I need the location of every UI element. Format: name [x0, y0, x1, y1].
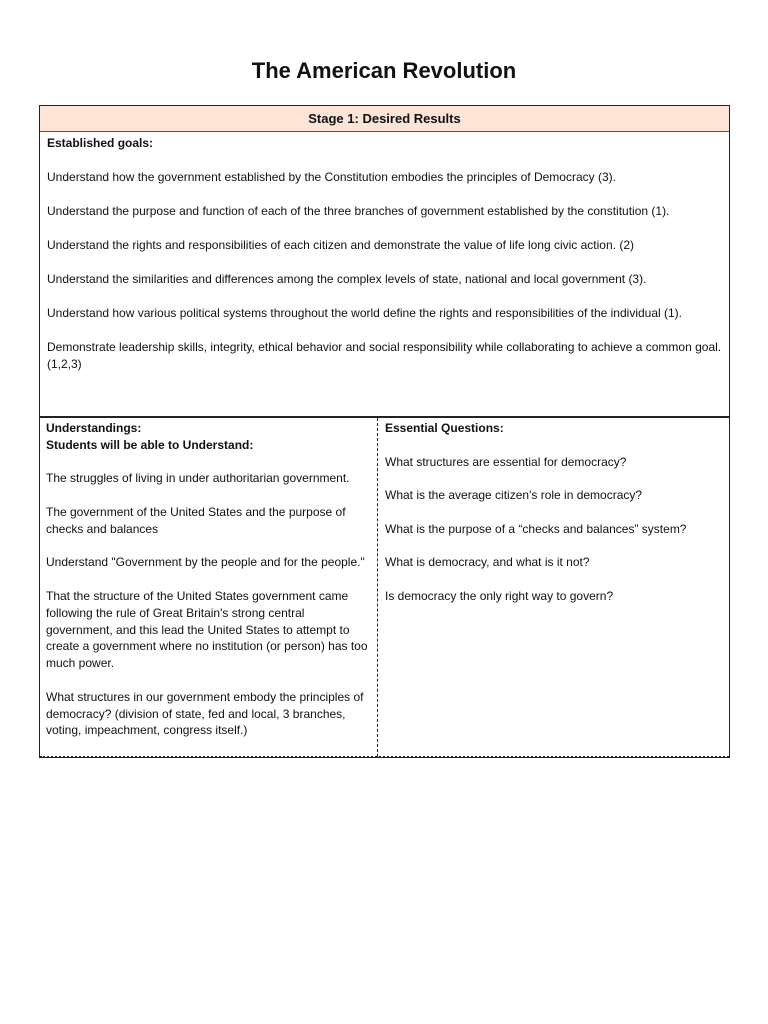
understandings-label: Understandings: [46, 421, 142, 435]
question-item: Is democracy the only right way to govern? [385, 588, 614, 603]
understanding-item: The struggles of living in under authoritarian government. [46, 471, 350, 486]
goal-item: Understand how various political systems throughout the world define the rights and responsibilities of the individual (1). [47, 306, 683, 320]
page-title: The American Revolution [251, 58, 517, 83]
goal-item: Understand the rights and responsibilities of each citizen and demonstrate the value of life long civic action. (2) [47, 238, 634, 252]
understanding-item: That the structure of the United States government came following the rule of Great Britain's strong central government, and this lead the United States to attempt to create a government where no institution (or person) has too much power. [46, 588, 368, 671]
table-bottom-border [40, 756, 729, 758]
understanding-item: Understand "Government by the people and for the people." [46, 555, 365, 570]
understandings-sublabel: Students will be able to Understand: [46, 437, 254, 452]
stage1-table [39, 105, 730, 758]
stage-header: Stage 1: Desired Results [40, 106, 729, 132]
question-item: What is the purpose of a “checks and balances” system? [385, 521, 687, 536]
understanding-item: The government of the United States and the purpose of checks and balances [46, 504, 346, 536]
question-item: What structures are essential for democracy? [385, 454, 627, 469]
goal-item: Understand the similarities and differences among the complex levels of state, national and local government (3). [47, 272, 647, 286]
question-item: What is democracy, and what is it not? [385, 555, 590, 570]
essential-questions-label: Essential Questions: [385, 421, 504, 435]
established-goals-section [40, 132, 729, 418]
goal-item: Understand how the government established by the Constitution embodies the principles of Democracy (3). [47, 170, 616, 184]
understanding-item: What structures in our government embody the principles of democracy? (division of state, fed and local, 3 branches, voting, impeachment, congress itself.) [46, 689, 364, 738]
understandings-questions-row [40, 418, 729, 757]
goal-item: Understand the purpose and function of each of the three branches of government established by the constitution (1). [47, 204, 670, 218]
goals-label: Established goals: [47, 136, 154, 150]
understandings-section [40, 418, 378, 757]
question-item: What is the average citizen's role in democracy? [385, 488, 643, 503]
goal-item: Demonstrate leadership skills, integrity, ethical behavior and social responsibility while collaborating to achieve a common goal. (1,2,3) [47, 340, 722, 371]
essential-questions-section [378, 418, 729, 757]
